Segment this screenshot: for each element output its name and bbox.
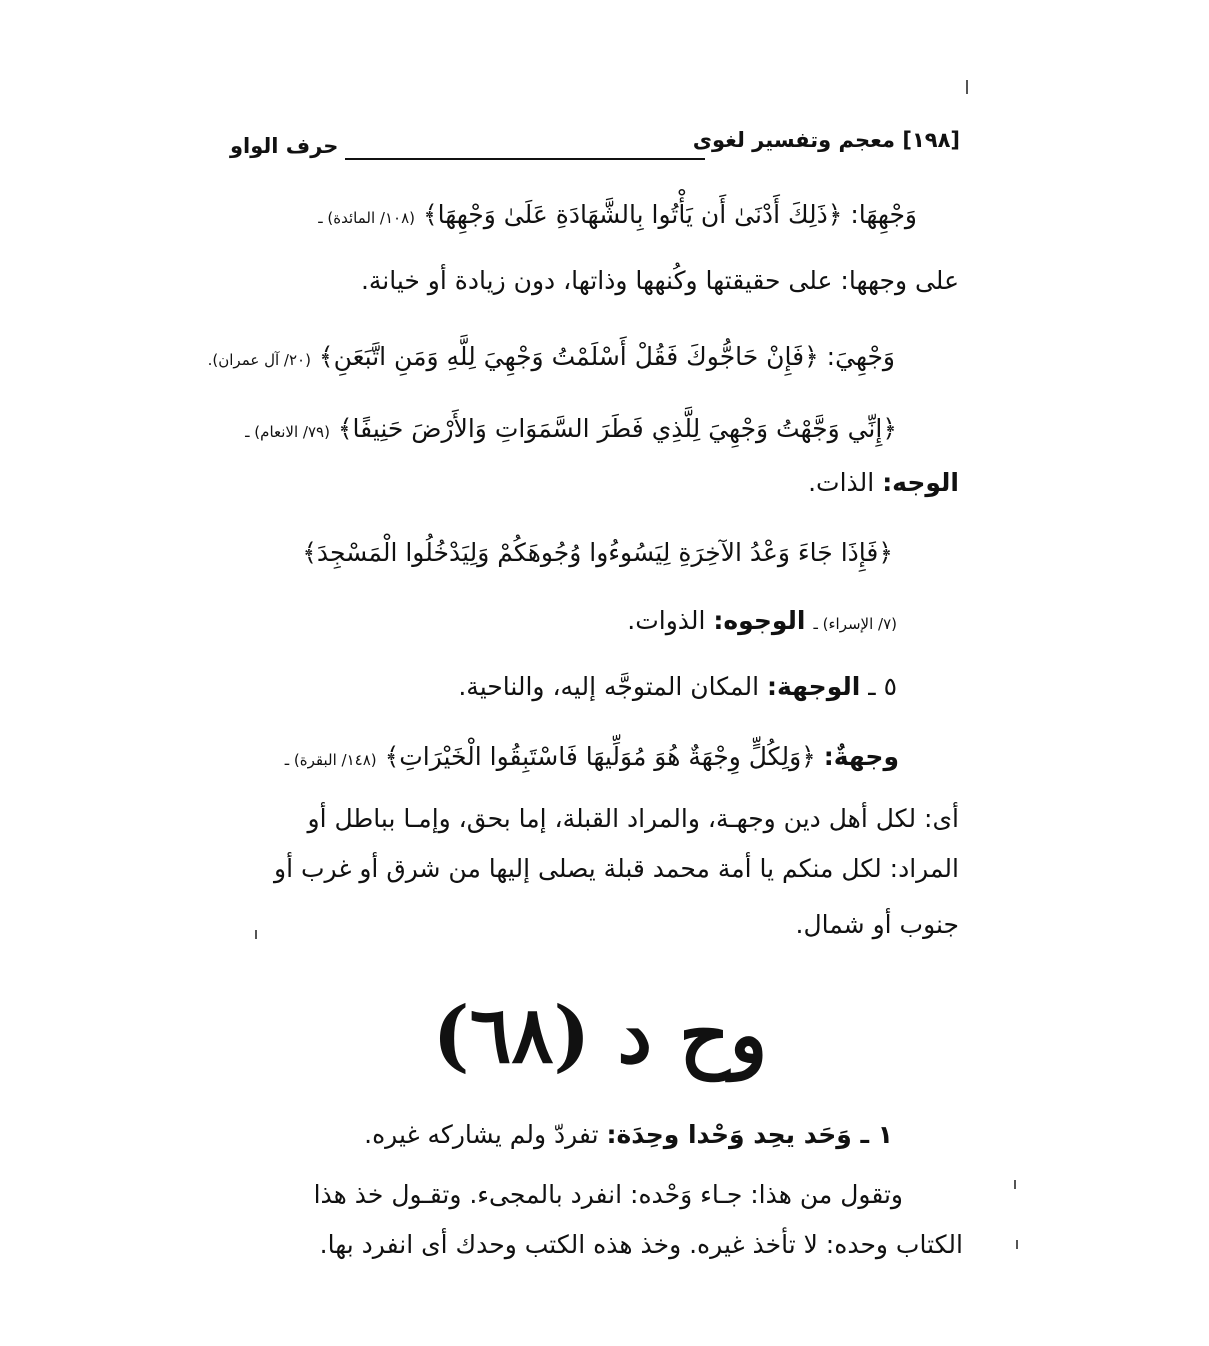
line-8-number: ٥ ـ (868, 672, 897, 701)
book-title: معجم وتفسير لغوى (692, 128, 896, 152)
text-line-8 (458, 670, 897, 704)
text-line-7 (627, 604, 897, 641)
line-1-reference: (١٠٨/ المائدة) ـ (318, 209, 416, 227)
line-3-main: وَجْهِيَ: ﴿فَإِنْ حَاجُّوكَ فَقُلْ أَسْلَمْتُ وَجْهِيَ لِلَّهِ وَمَنِ اتَّبَعَنِ﴾ (318, 342, 895, 371)
line-13-term: ١ ـ وَحَد يحِد وَحْدا وحِدَة: (606, 1120, 893, 1149)
line-8-term: الوجهة: (767, 672, 861, 701)
page-header-title (693, 128, 960, 152)
line-5-text: الذات. (808, 468, 875, 497)
text-line-12: جنوب أو شمال. (795, 910, 959, 939)
text-line-13 (364, 1118, 893, 1152)
line-3-reference: (٢٠/ آل عمران). (207, 351, 311, 369)
header-rule (345, 158, 705, 160)
text-line-9 (285, 740, 899, 777)
line-9-main: ﴿وَلِكُلٍّ وِجْهَةٌ هُوَ مُوَلِّيهَا فَاسْتَبِقُوا الْخَيْرَاتِ﴾ (384, 742, 816, 771)
scan-speck (255, 930, 257, 939)
text-line-15: الكتاب وحده: لا تأخذ غيره. وخذ هذه الكتب وحدك أى انفرد بها. (319, 1230, 963, 1259)
scan-speck (1014, 1180, 1016, 1189)
page-header (230, 128, 960, 168)
section-title: وح د (٦٨) (432, 990, 768, 1081)
line-5-term: الوجه: (882, 468, 959, 497)
line-7-term: الوجوه: (713, 606, 806, 635)
text-line-2: على وجهها: على حقيقتها وكُنهها وذاتها، دون زيادة أو خيانة. (360, 266, 959, 295)
text-line-3 (208, 340, 895, 377)
scan-speck (1016, 1240, 1018, 1249)
line-8-text: المكان المتوجَّه إليه، والناحية. (458, 672, 760, 701)
text-line-4 (245, 412, 897, 449)
section-label: حرف الواو (230, 134, 339, 158)
text-line-14: وتقول من هذا: جـاء وَحْده: انفرد بالمجىء. وتقـول خذ هذا (313, 1180, 903, 1209)
text-line-11: المراد: لكل منكم يا أمة محمد قبلة يصلى إليها من شرق أو غرب أو (274, 854, 959, 883)
page-number: [١٩٨] (902, 128, 960, 152)
text-line-10: أى: لكل أهل دين وجهـة، والمراد القبلة، إما بحق، وإمـا بباطل أو (307, 804, 959, 833)
line-9-term: وجهةٌ: (823, 742, 899, 771)
line-1-main: وَجْهِهَا: ﴿ذَلِكَ أَدْنَىٰ أَن يَأْتُوا بِالشَّهَادَةِ عَلَىٰ وَجْهِهَا﴾ (422, 200, 917, 229)
line-4-reference: (٧٩/ الانعام) ـ (245, 423, 330, 441)
scan-speck (966, 80, 968, 94)
line-13-text: تفردّ ولم يشاركه غيره. (364, 1120, 599, 1149)
line-4-main: ﴿إِنِّي وَجَّهْتُ وَجْهِيَ لِلَّذِي فَطَرَ السَّمَوَاتِ وَالأَرْضَ حَنِيفًا﴾ (337, 414, 897, 443)
text-line-6: ﴿فَإِذَا جَاءَ وَعْدُ الآخِرَةِ لِيَسُوءُوا وُجُوهَكُمْ وَلِيَدْخُلُوا الْمَسْجِدَ﴾ (302, 538, 893, 567)
text-line-5 (808, 466, 959, 500)
text-line-1 (318, 198, 917, 235)
line-7-text: الذوات. (627, 606, 706, 635)
line-9-reference: (١٤٨/ البقرة) ـ (284, 751, 377, 769)
line-7-reference: (٧/ الإسراء) ـ (813, 615, 897, 633)
